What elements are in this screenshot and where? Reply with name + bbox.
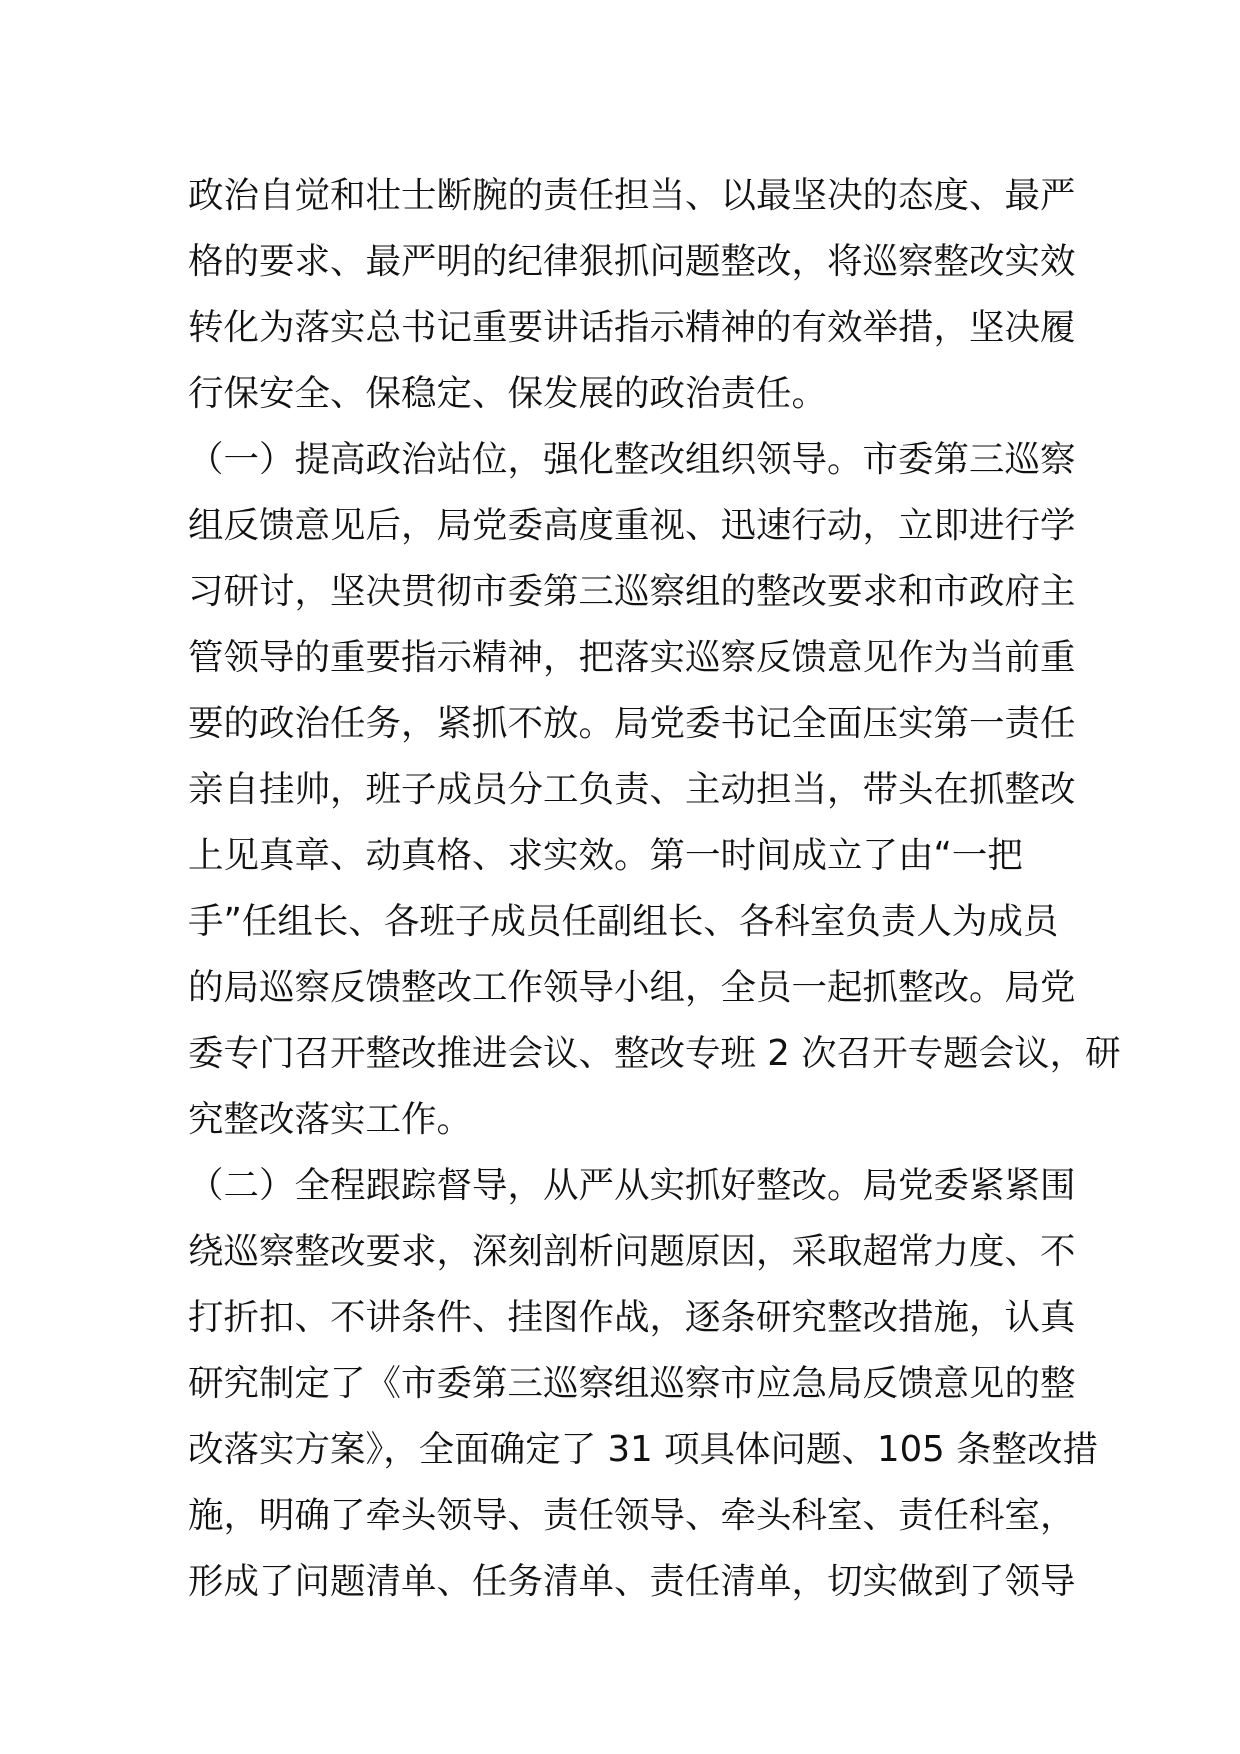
text-line: 格的要求、最严明的纪律狠抓问题整改，将巡察整改实效 <box>188 241 1076 282</box>
text-line: 绕巡察整改要求，深刻剖析问题原因，采取超常力度、不 <box>188 1231 1076 1272</box>
text-line: 改落实方案》，全面确定了 31 项具体问题、105 条整改措 <box>188 1429 1099 1470</box>
text-line: 究整改落实工作。 <box>188 1099 473 1140</box>
text-line: 的局巡察反馈整改工作领导小组，全员一起抓整改。局党 <box>188 967 1076 1008</box>
text-line: （一）提高政治站位，强化整改组织领导。市委第三巡察 <box>188 439 1076 480</box>
text-line: 手”任组长、各班子成员任副组长、各科室负责人为成员 <box>188 901 1059 942</box>
text-line: 打折扣、不讲条件、挂图作战，逐条研究整改措施，认真 <box>188 1297 1076 1338</box>
text-line: 上见真章、动真格、求实效。第一时间成立了由“一把 <box>188 835 1023 876</box>
text-line: 要的政治任务，紧抓不放。局党委书记全面压实第一责任 <box>188 703 1076 744</box>
text-line: 组反馈意见后，局党委高度重视、迅速行动，立即进行学 <box>188 505 1076 546</box>
text-line: 委专门召开整改推进会议、整改专班 2 次召开专题会议，研 <box>188 1033 1121 1074</box>
text-line: （二）全程跟踪督导，从严从实抓好整改。局党委紧紧围 <box>188 1165 1076 1206</box>
text-line: 习研讨，坚决贯彻市委第三巡察组的整改要求和市政府主 <box>188 571 1076 612</box>
text-line: 转化为落实总书记重要讲话指示精神的有效举措，坚决履 <box>188 307 1076 348</box>
text-line: 行保安全、保稳定、保发展的政治责任。 <box>188 373 828 414</box>
text-line: 管领导的重要指示精神，把落实巡察反馈意见作为当前重 <box>188 637 1076 678</box>
text-line: 政治自觉和壮士断腕的责任担当、以最坚决的态度、最严 <box>188 175 1076 216</box>
body-text <box>188 163 1121 1615</box>
text-line: 亲自挂帅，班子成员分工负责、主动担当，带头在抓整改 <box>188 769 1076 810</box>
text-line: 施，明确了牵头领导、责任领导、牵头科室、责任科室， <box>188 1495 1076 1536</box>
text-line: 形成了问题清单、任务清单、责任清单，切实做到了领导 <box>188 1561 1076 1602</box>
text-line: 研究制定了《市委第三巡察组巡察市应急局反馈意见的整 <box>188 1363 1076 1404</box>
